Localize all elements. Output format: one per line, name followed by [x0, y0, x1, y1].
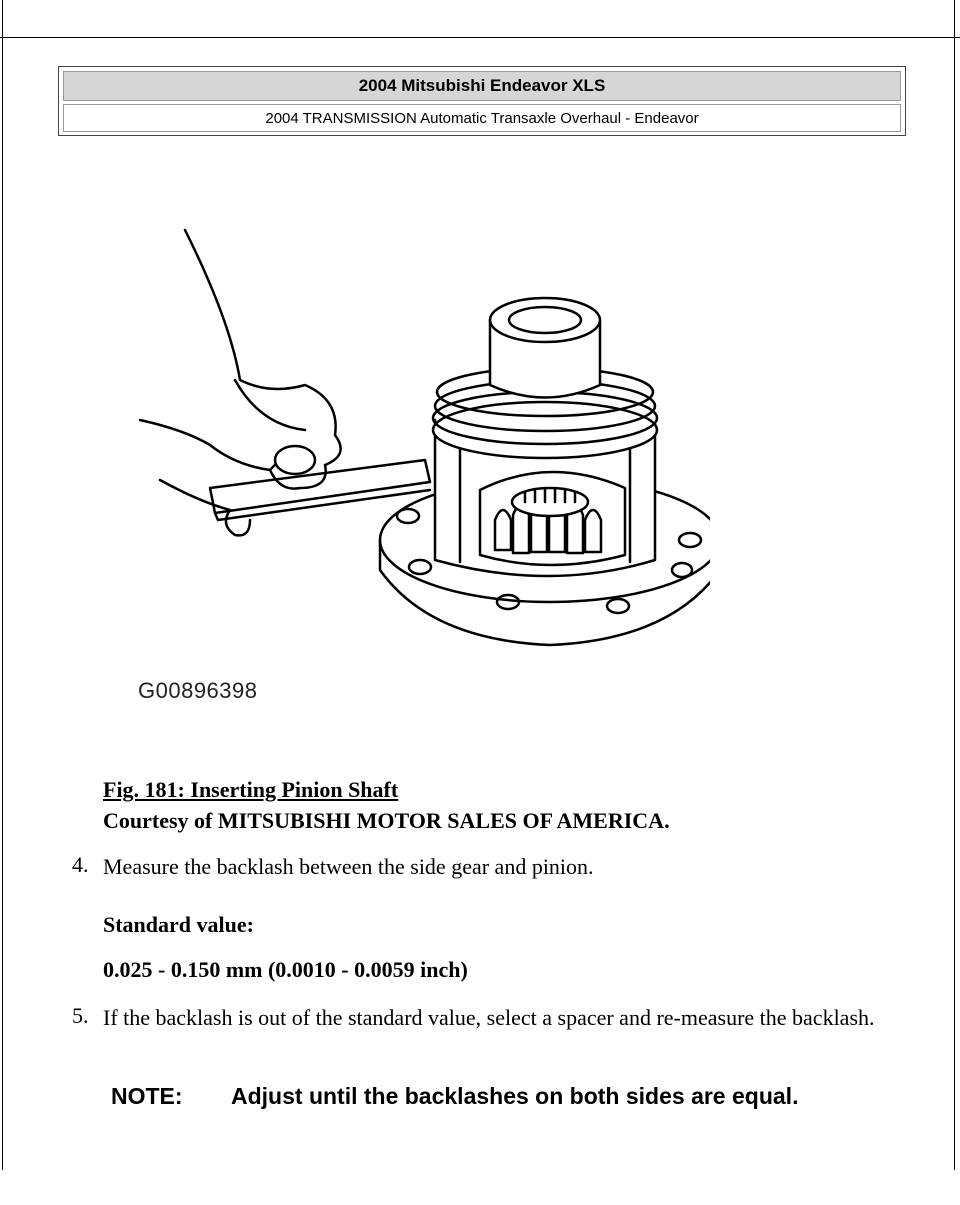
figure-courtesy: Courtesy of MITSUBISHI MOTOR SALES OF AMERICA. — [103, 808, 670, 833]
pinion — [512, 488, 588, 516]
document-header — [58, 66, 906, 136]
note-label: NOTE: — [111, 1083, 183, 1109]
figure-code: G00896398 — [138, 678, 258, 703]
standard-value: 0.025 - 0.150 mm (0.0010 - 0.0059 inch) — [103, 957, 468, 982]
page-border-right — [954, 0, 955, 1170]
bolt-hole — [607, 599, 629, 613]
step-text: If the backlash is out of the standard value, select a spacer and re-measure the backlash. — [103, 1005, 875, 1030]
hub-top — [490, 298, 600, 342]
step-number: 5. — [72, 1003, 89, 1028]
note-text: Adjust until the backlashes on both sides are equal. — [231, 1083, 799, 1109]
step-text: Measure the backlash between the side gear and pinion. — [103, 854, 594, 879]
vehicle-title: 2004 Mitsubishi Endeavor XLS — [63, 71, 901, 101]
step-number: 4. — [72, 852, 89, 877]
section-title: 2004 TRANSMISSION Automatic Transaxle Overhaul - Endeavor — [63, 104, 901, 132]
page-border-top — [0, 37, 960, 38]
pinion-shaft-illustration — [130, 220, 710, 720]
standard-value-label: Standard value: — [103, 912, 254, 937]
figure-title-link[interactable]: Fig. 181: Inserting Pinion Shaft — [103, 777, 399, 802]
page-border-left — [2, 0, 3, 1170]
